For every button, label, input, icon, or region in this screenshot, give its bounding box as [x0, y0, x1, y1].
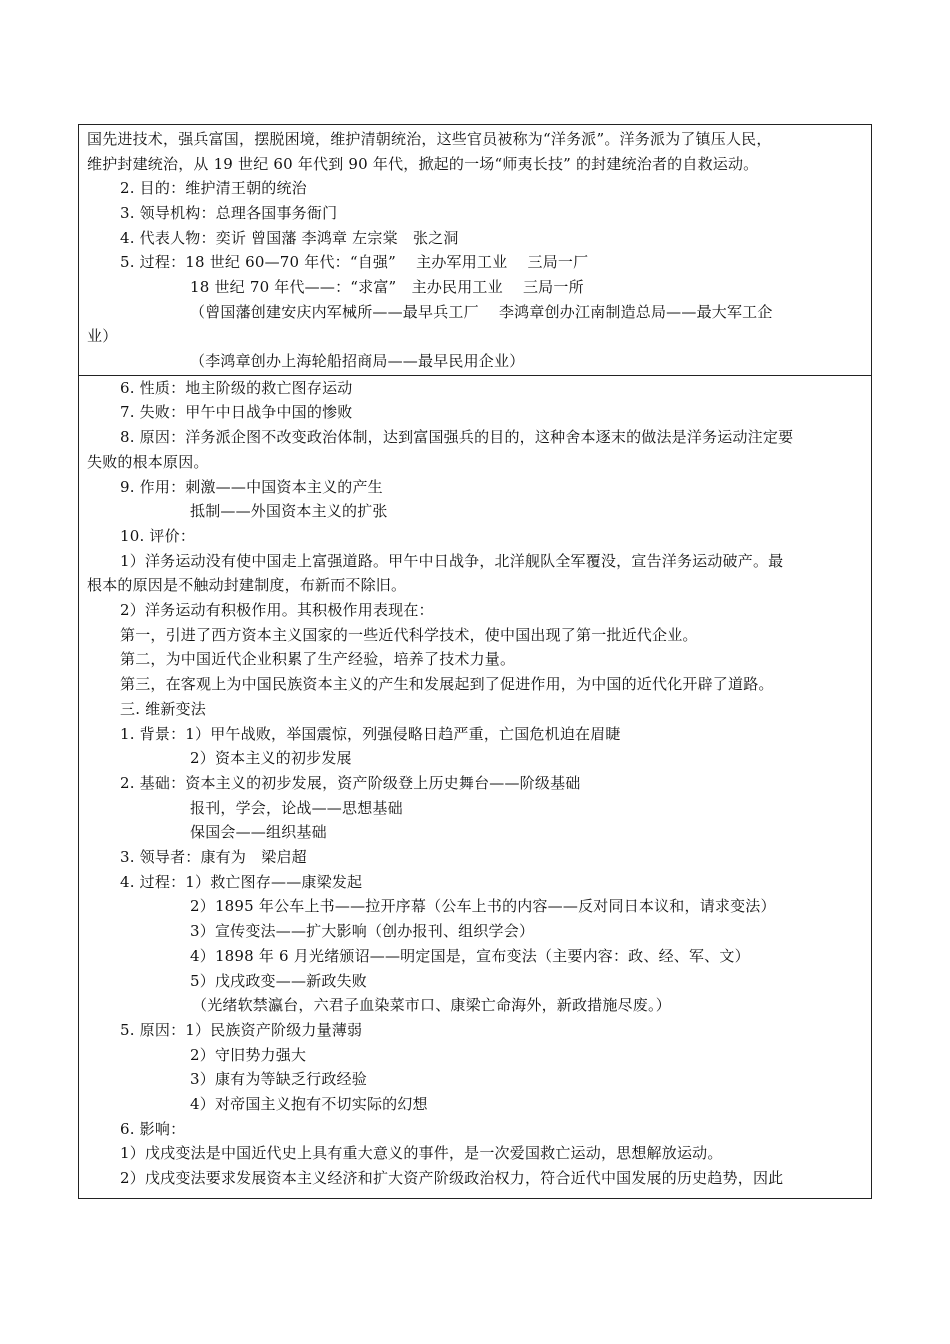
text-line: 3）康有为等缺乏行政经验: [190, 1070, 367, 1088]
text-line: 2. 目的：维护清王朝的统治: [120, 179, 307, 197]
text-line: 业）: [87, 327, 118, 345]
text-line: 第一，引进了西方资本主义国家的一些近代科学技术，使中国出现了第一批近代企业。: [120, 626, 698, 644]
text-line: 3）宣传变法——扩大影响（创办报刊、组织学会）: [190, 922, 535, 940]
text-line: 6. 性质：地主阶级的救亡图存运动: [120, 379, 353, 397]
content-box-lower: [78, 375, 872, 1199]
text-line: 3. 领导机构：总理各国事务衙门: [120, 204, 338, 222]
text-line: 第三，在客观上为中国民族资本主义的产生和发展起到了促进作用，为中国的近代化开辟了道路。: [120, 675, 774, 693]
text-line: 第二，为中国近代企业积累了生产经验，培养了技术力量。: [120, 650, 516, 668]
text-line: 5. 原因：1）民族资产阶级力量薄弱: [120, 1021, 363, 1039]
text-line: 18 世纪 70 年代——：“求富” 主办民用工业 三局一所: [190, 278, 584, 296]
text-line: （曾国藩创建安庆内军械所——最早兵工厂 李鸿章创办江南制造总局——最大军工企: [190, 303, 773, 321]
text-line: 6. 影响：: [120, 1120, 186, 1138]
text-line: （李鸿章创办上海轮船招商局——最早民用企业）: [190, 352, 525, 370]
text-line: 维护封建统治，从 19 世纪 60 年代到 90 年代，掀起的一场“师夷长技” 的封建统治者的自救运动。: [87, 155, 759, 173]
content-box-upper: [78, 124, 872, 376]
text-line: 2）戊戌变法要求发展资本主义经济和扩大资产阶级政治权力，符合近代中国发展的历史趋势，因此: [120, 1169, 784, 1187]
section-heading: 三. 维新变法: [120, 700, 206, 718]
text-line: 2. 基础：资本主义的初步发展，资产阶级登上历史舞台——阶级基础: [120, 774, 581, 792]
text-line: 国先进技术，强兵富国，摆脱困境，维护清朝统治，这些官员被称为“洋务派”。洋务派为了镇压人民，: [87, 130, 772, 148]
text-line: 2）守旧势力强大: [190, 1046, 307, 1064]
text-line: 抵制——外国资本主义的扩张: [190, 502, 388, 520]
text-line: 1. 背景：1）甲午战败，举国震惊，列强侵略日趋严重，亡国危机迫在眉睫: [120, 725, 621, 743]
text-line: 5）戊戌政变——新政失败: [190, 972, 367, 990]
text-line: （光绪软禁瀛台，六君子血染菜市口、康梁亡命海外，新政措施尽废。）: [192, 996, 671, 1014]
text-line: 2）洋务运动有积极作用。其积极作用表现在：: [120, 601, 434, 619]
text-line: 3. 领导者：康有为 梁启超: [120, 848, 307, 866]
text-line: 4. 代表人物：奕䜣 曾国藩 李鸿章 左宗棠 张之洞: [120, 229, 459, 247]
text-line: 2）资本主义的初步发展: [190, 749, 352, 767]
text-line: 5. 过程：18 世纪 60—70 年代：“自强” 主办军用工业 三局一厂: [120, 253, 589, 271]
text-line: 1）戊戌变法是中国近代史上具有重大意义的事件，是一次爱国救亡运动，思想解放运动。: [120, 1144, 723, 1162]
text-line: 4. 过程：1）救亡图存——康梁发起: [120, 873, 363, 891]
text-line: 9. 作用：刺激——中国资本主义的产生: [120, 478, 383, 496]
text-line: 根本的原因是不触动封建制度，布新而不除旧。: [87, 576, 407, 594]
text-line: 4）对帝国主义抱有不切实际的幻想: [190, 1095, 428, 1113]
text-line: 7. 失败：甲午中日战争中国的惨败: [120, 403, 353, 421]
text-line: 8. 原因：洋务派企图不改变政治体制，达到富国强兵的目的，这种舍本逐末的做法是洋务运动注定要: [120, 428, 794, 446]
text-line: 2）1895 年公车上书——拉开序幕（公车上书的内容——反对同日本议和，请求变法）: [190, 897, 776, 915]
text-line: 10. 评价：: [120, 527, 196, 545]
text-line: 保国会——组织基础: [190, 823, 327, 841]
text-line: 4）1898 年 6 月光绪颁诏——明定国是，宣布变法（主要内容：政、经、军、文）: [190, 947, 750, 965]
text-line: 失败的根本原因。: [87, 453, 209, 471]
text-line: 报刊，学会，论战——思想基础: [190, 799, 403, 817]
text-line: 1）洋务运动没有使中国走上富强道路。甲午中日战争，北洋舰队全军覆没，宣告洋务运动破产。最: [120, 552, 784, 570]
